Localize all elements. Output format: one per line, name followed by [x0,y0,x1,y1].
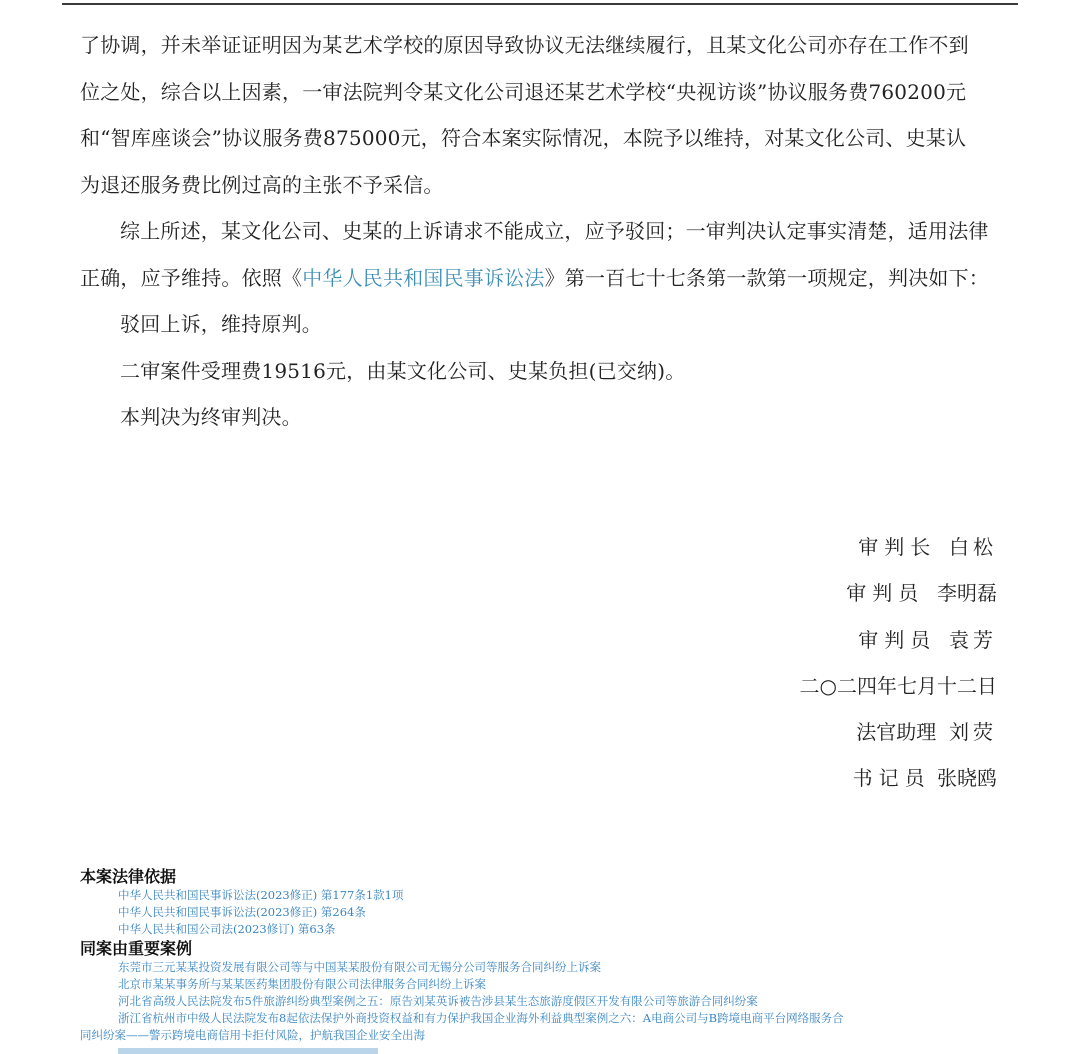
similar-cases-heading: 同案由重要案例 [80,939,193,958]
conclusion-text: 综上所述，某文化公司、史某的上诉请求不能成立，应予驳回；一审判决认定事实清楚，适用法律正确，应予维持。依照《 [80,219,989,290]
paragraph-continuation-line: 了协调，并未举证证明因为某艺术学校的原因导致协议无法继续履行，且某文化公司亦存在工作不到 [80,33,969,57]
similar-cases-list [80,959,1040,1044]
similar-case-link[interactable] [80,1010,1040,1044]
fee-paragraph: 二审案件受理费19516元，由某文化公司、史某负担(已交纳)。 [120,358,686,383]
signature-chief-judge: 审判长 白松 [858,535,997,559]
signature-date: 二○二四年七月十二日 [799,673,997,698]
civil-procedure-law-link[interactable]: 中华人民共和国民事诉讼法 [302,265,545,290]
legal-basis-link[interactable]: 中华人民共和国公司法(2023修订) 第63条 [118,922,336,936]
legal-references-section [80,866,1040,1044]
judgment-body [80,22,992,441]
legal-basis-link[interactable]: 中华人民共和国民事诉讼法(2023修正) 第177条1款1项 [118,888,404,902]
signature-judge-assistant: 法官助理 刘荧 [856,720,997,745]
paragraph-continuation-line: 位之处，综合以上因素，一审法院判令某文化公司退还某艺术学校“央视访谈”协议服务费760200元 [80,79,967,104]
legal-basis-heading: 本案法律依据 [80,867,177,886]
similar-case-link-line2: 同纠纷案——警示跨境电商信用卡拒付风险，护航我国企业安全出海 [80,1028,425,1042]
signature-judge-2: 审判员 袁芳 [858,627,997,652]
similar-case-link[interactable]: 东莞市三元某某投资发展有限公司等与中国某某股份有限公司无锡分公司等服务合同纠纷上诉案 [118,960,601,974]
top-rule [62,3,1018,5]
legal-basis-link[interactable]: 中华人民共和国民事诉讼法(2023修正) 第264条 [118,905,366,919]
truncated-link-fragment [118,1048,378,1054]
final-judgment-paragraph: 本判决为终审判决。 [120,405,302,429]
signature-clerk: 书记员 张晓鸥 [852,766,997,791]
legal-basis-list [80,887,1040,938]
similar-case-link-line1: 浙江省杭州市中级人民法院发布8起依法保护外商投资权益和有力保护我国企业海外利益典型案例之六：A电商公司与B跨境电商平台网络服务合 [118,1011,844,1025]
conclusion-text-end: 》第一百七十七条第一款第一项规定，判决如下： [544,265,990,290]
conclusion-paragraph [80,208,992,301]
paragraph-continuation-line: 为退还服务费比例过高的主张不予采信。 [80,172,444,197]
paragraph-continuation-line: 和“智库座谈会”协议服务费875000元，符合本案实际情况，本院予以维持，对某文化公司、史某认 [80,126,967,150]
ruling-paragraph: 驳回上诉，维持原判。 [120,312,322,336]
similar-case-link[interactable]: 北京市某某事务所与某某医药集团股份有限公司法律服务合同纠纷上诉案 [118,977,486,991]
similar-case-link[interactable]: 河北省高级人民法院发布5件旅游纠纷典型案例之五：原告刘某英诉被告涉县某生态旅游度假区开发有限公司等旅游合同纠纷案 [118,994,758,1008]
signature-judge-1: 审判员 李明磊 [846,581,997,606]
signature-block [800,524,997,802]
